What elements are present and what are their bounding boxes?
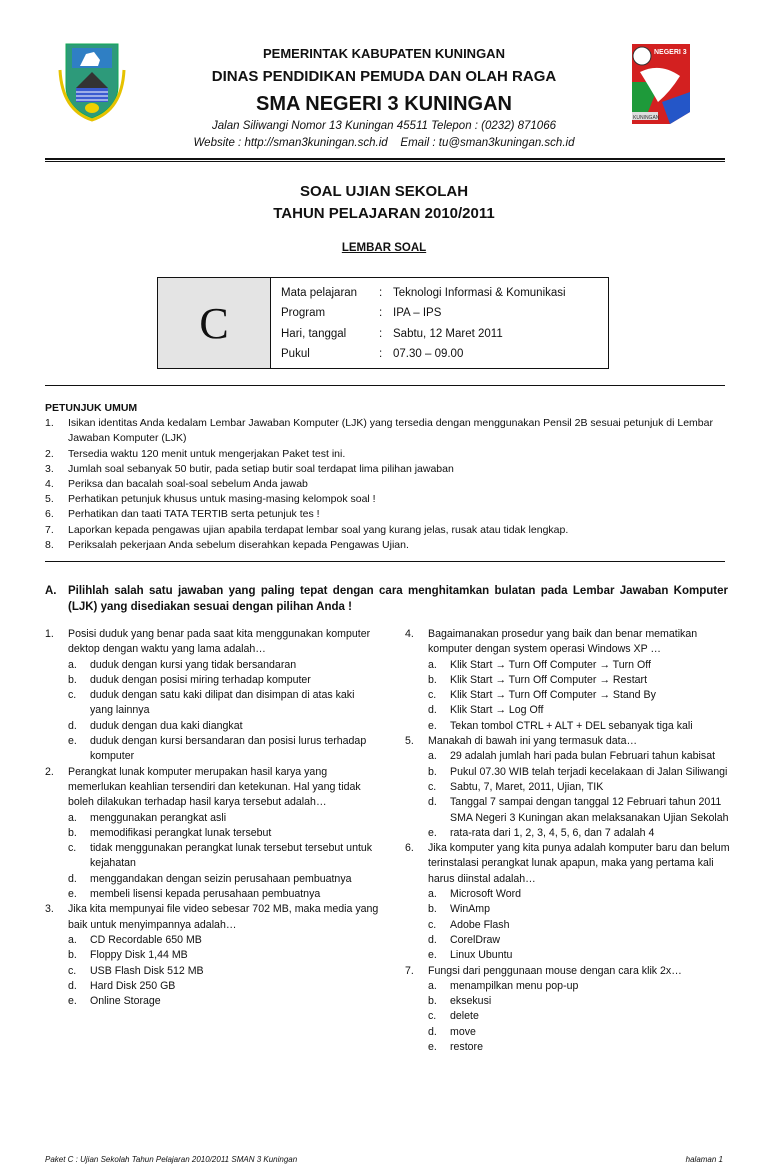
question-number: 6.	[405, 842, 414, 855]
instruction-item	[45, 523, 730, 538]
option-text: Pukul 07.30 WIB telah terjadi kecelakaan di Jalan Siliwangi	[450, 765, 728, 778]
answer-option	[428, 902, 733, 917]
answer-option	[428, 765, 733, 780]
item-number: 8.	[45, 538, 54, 551]
answer-option	[68, 658, 380, 673]
government-header: PEMERINTAK KABUPATEN KUNINGAN	[263, 46, 505, 61]
answer-option	[428, 933, 733, 948]
exam-year: TAHUN PELAJARAN 2010/2011	[273, 205, 495, 222]
answer-option	[68, 994, 380, 1009]
info-row	[281, 307, 566, 327]
option-text: Tanggal 7 sampai dengan tanggal 12 Februari tahun 2011 SMA Negeri 3 Kuningan akan melaksanakan Ujian Sekolah	[450, 796, 729, 824]
option-text: menggunakan perangkat asli	[90, 811, 227, 824]
svg-text:NEGERI 3: NEGERI 3	[654, 49, 687, 56]
footer-left: Paket C : Ujian Sekolah Tahun Pelajaran 2010/2011 SMAN 3 Kuningan	[45, 1155, 298, 1164]
option-letter: b.	[428, 765, 437, 778]
option-text: menampilkan menu pop-up	[450, 979, 579, 992]
item-text: Laporkan kepada pengawas ujian apabila terdapat lembar soal yang kurang jelas, rusak atau tidak lengkap.	[68, 523, 569, 536]
option-letter: c.	[428, 689, 437, 702]
answer-option	[68, 948, 380, 963]
option-text: Klik Start → Log Off	[450, 704, 544, 717]
answer-option	[68, 887, 380, 902]
item-number: 4.	[45, 478, 54, 491]
option-letter: e.	[68, 888, 77, 901]
option-text: Klik Start → Turn Off Computer → Restart	[450, 673, 648, 686]
answer-option	[428, 749, 733, 764]
option-text: menggandakan dengan seizin perusahaan pembuatnya	[90, 872, 352, 885]
info-value: Sabtu, 12 Maret 2011	[393, 327, 503, 340]
option-letter: a.	[428, 888, 437, 901]
option-letter: e.	[428, 826, 437, 839]
answer-option	[68, 841, 380, 872]
instruction-item	[45, 462, 730, 477]
option-letter: b.	[428, 673, 437, 686]
question-text: Jika komputer yang kita punya adalah komputer baru dan belum terinstalasi perangkat lunak apapun, maka yang pertama kali harus diinstal adalah…	[428, 842, 730, 885]
question-text: Jika kita mempunyai file video sebesar 702 MB, maka media yang baik untuk menyimpannya adalah…	[68, 903, 379, 931]
item-number: 5.	[45, 493, 54, 506]
option-letter: d.	[68, 979, 77, 992]
option-text: Linux Ubuntu	[450, 949, 513, 962]
option-letter: c.	[428, 1010, 437, 1023]
instruction-item	[45, 538, 730, 553]
option-letter: a.	[68, 811, 77, 824]
option-text: duduk dengan kursi bersandaran dan posisi lurus terhadap komputer	[90, 735, 367, 763]
question	[405, 734, 733, 749]
info-colon: :	[379, 347, 383, 360]
option-text: memodifikasi perangkat lunak tersebut	[90, 826, 272, 839]
info-colon: :	[379, 327, 383, 340]
item-number: 6.	[45, 508, 54, 521]
option-text: duduk dengan posisi miring terhadap komputer	[90, 673, 311, 686]
option-letter: b.	[428, 995, 437, 1008]
info-label: Program	[281, 307, 326, 320]
info-row	[281, 328, 566, 348]
option-text: rata-rata dari 1, 2, 3, 4, 5, 6, dan 7 adalah 4	[450, 826, 655, 839]
instruction-item	[45, 447, 730, 462]
school-name: SMA NEGERI 3 KUNINGAN	[256, 93, 512, 115]
option-text: tidak menggunakan perangkat lunak tersebut tersebut untuk kejahatan	[90, 842, 373, 870]
question	[405, 964, 733, 979]
option-letter: d.	[428, 796, 437, 809]
section-text: Pilihlah salah satu jawaban yang paling tepat dengan cara menghitamkan bulatan pada Lembar Jawaban Komputer (LJK) yang disediakan sesuai dengan pilihan Anda !	[68, 585, 728, 613]
option-text: Klik Start → Turn Off Computer → Stand By	[450, 689, 656, 702]
answer-option	[68, 826, 380, 841]
option-letter: e.	[428, 1041, 437, 1054]
school-contact: Website : http://sman3kuningan.sch.id Email : tu@sman3kuningan.sch.id	[193, 137, 575, 149]
questions-right-column	[405, 627, 733, 1055]
header-divider	[45, 158, 725, 162]
answer-option	[428, 826, 733, 841]
question-number: 2.	[45, 765, 54, 778]
option-text: Adobe Flash	[450, 918, 510, 931]
option-text: Tekan tombol CTRL + ALT + DEL sebanyak tiga kali	[450, 719, 693, 732]
info-value: IPA – IPS	[393, 307, 442, 320]
instruction-item	[45, 507, 730, 522]
answer-option	[428, 658, 733, 673]
general-instructions	[45, 401, 730, 553]
question-text: Manakah di bawah ini yang termasuk data…	[428, 735, 638, 748]
option-text: move	[450, 1025, 476, 1038]
question-number: 4.	[405, 628, 414, 640]
answer-option	[428, 1009, 733, 1024]
instruction-item	[45, 477, 730, 492]
option-text: Hard Disk 250 GB	[90, 979, 176, 992]
answer-option	[428, 979, 733, 994]
option-letter: d.	[68, 719, 77, 732]
answer-option	[428, 1025, 733, 1040]
question	[405, 627, 733, 658]
answer-option	[68, 719, 380, 734]
answer-option	[428, 673, 733, 688]
question-number: 1.	[45, 628, 54, 640]
instruction-item	[45, 492, 730, 507]
answer-option	[428, 688, 733, 703]
option-letter: c.	[428, 918, 437, 931]
question-number: 7.	[405, 964, 414, 977]
answer-option	[428, 1040, 733, 1055]
info-colon: :	[379, 287, 383, 299]
section-number: A.	[45, 585, 57, 597]
option-text: CorelDraw	[450, 933, 501, 946]
question-number: 3.	[45, 903, 54, 916]
option-text: Floppy Disk 1,44 MB	[90, 949, 188, 962]
option-letter: e.	[428, 949, 437, 962]
item-number: 1.	[45, 417, 54, 430]
svg-text:KUNINGAN: KUNINGAN	[633, 115, 660, 121]
page-number: halaman 1	[685, 1155, 723, 1164]
question	[405, 841, 733, 887]
question-number: 5.	[405, 735, 414, 748]
option-letter: d.	[428, 933, 437, 946]
answer-option	[68, 734, 380, 765]
item-text: Periksalah pekerjaan Anda sebelum diserahkan kepada Pengawas Ujian.	[68, 538, 409, 551]
item-text: Tersedia waktu 120 menit untuk mengerjakan Paket test ini.	[68, 447, 346, 460]
section-a-instruction	[45, 583, 728, 615]
option-text: duduk dengan satu kaki dilipat dan disimpan di atas kaki yang lainnya	[90, 689, 355, 717]
option-letter: d.	[68, 872, 77, 885]
answer-option	[428, 887, 733, 902]
item-text: Isikan identitas Anda kedalam Lembar Jawaban Komputer (LJK) yang tersedia dengan menggunakan Pensil 2B sesuai petunjuk di Lembar Jawaban Komputer (LJK)	[68, 417, 713, 445]
divider	[45, 561, 725, 562]
option-letter: e.	[428, 719, 437, 732]
option-letter: b.	[68, 949, 77, 962]
option-letter: a.	[428, 658, 437, 671]
answer-option	[428, 795, 733, 826]
item-text: Perhatikan dan taati TATA TERTIB serta petunjuk tes !	[68, 508, 320, 521]
answer-option	[68, 811, 380, 826]
option-text: CD Recordable 650 MB	[90, 933, 202, 946]
item-number: 3.	[45, 462, 54, 475]
item-number: 7.	[45, 523, 54, 536]
question	[45, 765, 380, 811]
option-letter: b.	[68, 673, 77, 686]
exam-title: SOAL UJIAN SEKOLAH	[299, 183, 469, 200]
option-text: delete	[450, 1010, 479, 1023]
option-text: USB Flash Disk 512 MB	[90, 964, 204, 977]
answer-option	[68, 872, 380, 887]
option-text: WinAmp	[450, 903, 491, 916]
question-text: Perangkat lunak komputer merupakan hasil karya yang memerlukan keahlian tersendiri dan ketekunan. Hal yang tidak boleh dilakukan terhadap hasil karya tersebut adalah…	[68, 765, 361, 809]
question-text: Bagaimanakan prosedur yang baik dan benar mematikan komputer dengan system operasi Windows XP …	[428, 628, 698, 656]
question	[45, 902, 380, 933]
answer-option	[68, 673, 380, 688]
option-text: Klik Start → Turn Off Computer → Turn Off	[450, 658, 651, 671]
item-number: 2.	[45, 447, 54, 460]
instructions-title: PETUNJUK UMUM	[45, 402, 138, 414]
info-value: Teknologi Informasi & Komunikasi	[393, 287, 566, 299]
option-letter: d.	[428, 704, 437, 717]
questions-left-column	[45, 627, 380, 1009]
item-text: Periksa dan bacalah soal-soal sebelum Anda jawab	[68, 478, 308, 491]
answer-option	[428, 780, 733, 795]
option-letter: e.	[68, 995, 77, 1008]
option-letter: c.	[68, 689, 77, 702]
option-letter: b.	[428, 903, 437, 916]
exam-info-table	[281, 287, 566, 368]
option-letter: a.	[68, 933, 77, 946]
sheet-label: LEMBAR SOAL	[341, 242, 427, 254]
answer-option	[68, 964, 380, 979]
info-row	[281, 348, 566, 368]
department-header: DINAS PENDIDIKAN PEMUDA DAN OLAH RAGA	[211, 68, 557, 85]
instructions-list	[45, 416, 730, 553]
option-text: membeli lisensi kepada perusahaan pembuatnya	[90, 888, 321, 901]
info-colon: :	[379, 307, 383, 320]
instruction-item	[45, 416, 730, 446]
option-text: 29 adalah jumlah hari pada bulan Februari tahun kabisat	[450, 750, 716, 763]
option-letter: c.	[428, 780, 437, 793]
option-text: duduk dengan kursi yang tidak bersandaran	[90, 658, 297, 671]
info-label: Mata pelajaran	[281, 287, 358, 299]
option-letter: e.	[68, 735, 77, 748]
info-row	[281, 287, 566, 307]
answer-option	[68, 688, 380, 719]
option-letter: c.	[68, 842, 77, 855]
divider	[45, 385, 725, 386]
info-label: Pukul	[281, 347, 310, 360]
exam-info-box	[157, 277, 609, 369]
answer-option	[68, 933, 380, 948]
answer-option	[68, 979, 380, 994]
option-text: Sabtu, 7, Maret, 2011, Ujian, TIK	[450, 780, 604, 793]
answer-option	[428, 703, 733, 718]
option-text: Online Storage	[90, 995, 161, 1008]
package-code: C	[158, 278, 271, 368]
option-letter: c.	[68, 964, 77, 977]
answer-option	[428, 994, 733, 1009]
answer-option	[428, 719, 733, 734]
answer-option	[428, 918, 733, 933]
option-text: eksekusi	[450, 995, 492, 1008]
question-text: Posisi duduk yang benar pada saat kita menggunakan komputer dektop dengan waktu yang lama adalah…	[68, 628, 371, 656]
answer-option	[428, 948, 733, 963]
item-text: Perhatikan petunjuk khusus untuk masing-masing kelompok soal !	[68, 493, 376, 506]
question-text: Fungsi dari penggunaan mouse dengan cara klik 2x…	[428, 964, 682, 977]
option-letter: a.	[428, 979, 437, 992]
info-value: 07.30 – 09.00	[393, 347, 464, 360]
option-letter: b.	[68, 826, 77, 839]
option-letter: a.	[68, 658, 77, 671]
school-address: Jalan Siliwangi Nomor 13 Kuningan 45511 Telepon : (0232) 871066	[212, 120, 556, 132]
option-text: restore	[450, 1041, 483, 1054]
item-text: Jumlah soal sebanyak 50 butir, pada setiap butir soal terdapat lima pilihan jawaban	[68, 462, 454, 475]
question	[45, 627, 380, 658]
option-letter: d.	[428, 1025, 437, 1038]
option-text: duduk dengan dua kaki diangkat	[90, 719, 243, 732]
option-text: Microsoft Word	[450, 888, 522, 901]
option-letter: a.	[428, 750, 437, 763]
info-label: Hari, tanggal	[281, 327, 347, 340]
